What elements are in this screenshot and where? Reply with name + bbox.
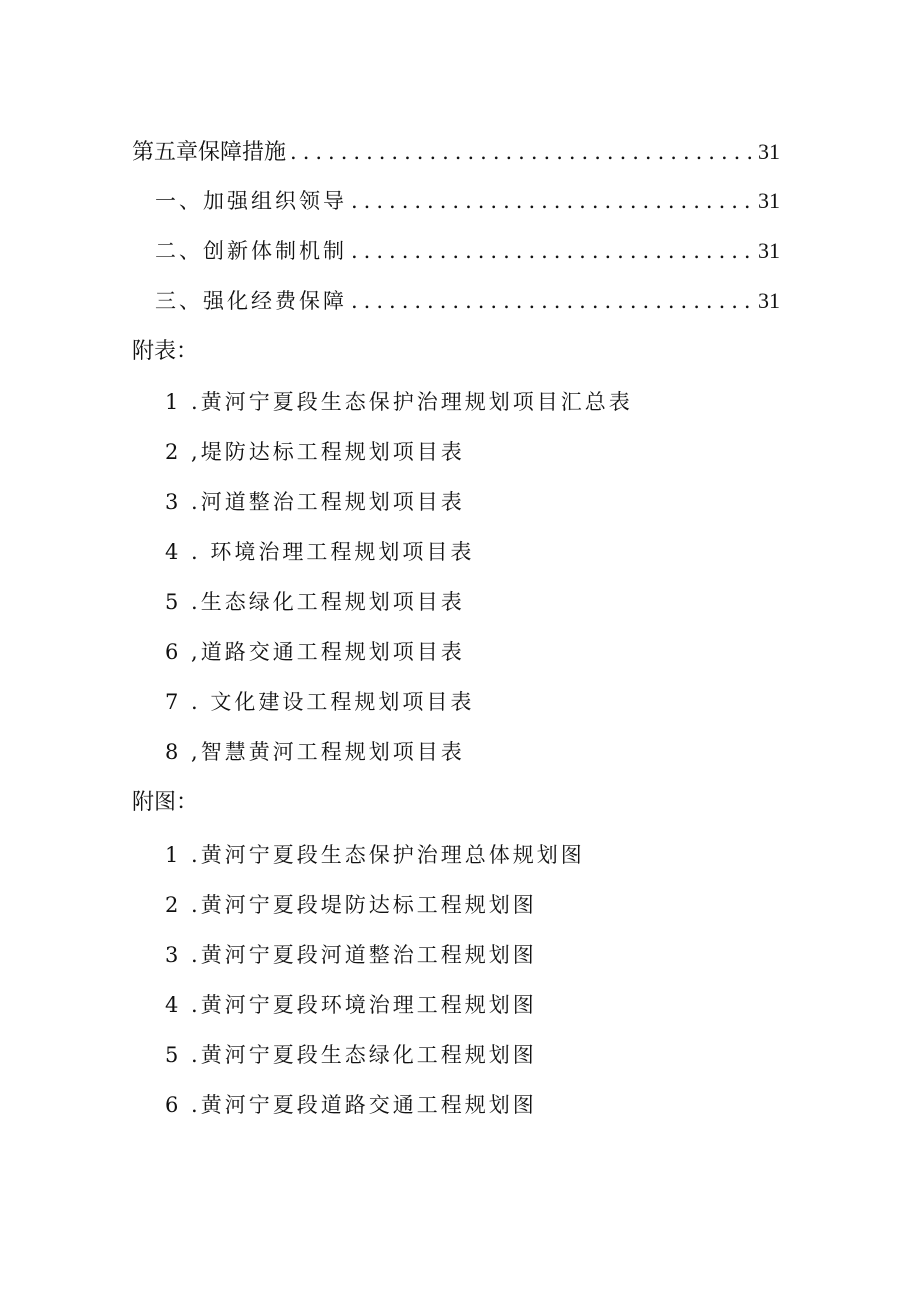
- toc-page: 31: [758, 188, 780, 213]
- toc-entry[interactable]: [155, 236, 780, 266]
- figure-list-item: 6 .黄河宁夏段道路交通工程规划图: [165, 1093, 537, 1117]
- leader-dots: [351, 236, 754, 266]
- figure-list-item: 3 .黄河宁夏段河道整治工程规划图: [165, 943, 537, 967]
- toc-entry[interactable]: [155, 186, 780, 216]
- table-list-item: 3 .河道整治工程规划项目表: [165, 490, 465, 514]
- figure-list-item: 2 .黄河宁夏段堤防达标工程规划图: [165, 893, 537, 917]
- table-list-item: 8 ,智慧黄河工程规划项目表: [165, 740, 465, 764]
- toc-page: 31: [758, 139, 780, 164]
- toc-title: 第五章保障措施: [132, 140, 287, 165]
- figure-list-item: 1 .黄河宁夏段生态保护治理总体规划图: [165, 843, 585, 867]
- figures-heading: 附图：: [132, 790, 199, 815]
- table-list-item: 4 . 环境治理工程规划项目表: [165, 540, 475, 564]
- leader-dots: [290, 137, 754, 167]
- toc-entry[interactable]: [155, 286, 780, 316]
- toc-title: 一、加强组织领导: [155, 189, 347, 213]
- toc-entry-chapter5[interactable]: [132, 137, 780, 167]
- table-list-item: 1 .黄河宁夏段生态保护治理规划项目汇总表: [165, 390, 633, 414]
- figure-list-item: 4 .黄河宁夏段环境治理工程规划图: [165, 993, 537, 1017]
- table-list-item: 7 . 文化建设工程规划项目表: [165, 690, 475, 714]
- toc-title: 三、强化经费保障: [155, 289, 347, 313]
- table-list-item: 2 ,堤防达标工程规划项目表: [165, 440, 465, 464]
- leader-dots: [351, 286, 754, 316]
- tables-heading: 附表：: [132, 339, 199, 364]
- table-list-item: 6 ,道路交通工程规划项目表: [165, 640, 465, 664]
- figure-list-item: 5 .黄河宁夏段生态绿化工程规划图: [165, 1043, 537, 1067]
- toc-title: 二、创新体制机制: [155, 239, 347, 263]
- table-list-item: 5 .生态绿化工程规划项目表: [165, 590, 465, 614]
- toc-page: 31: [758, 238, 780, 263]
- leader-dots: [351, 186, 754, 216]
- toc-page: 31: [758, 288, 780, 313]
